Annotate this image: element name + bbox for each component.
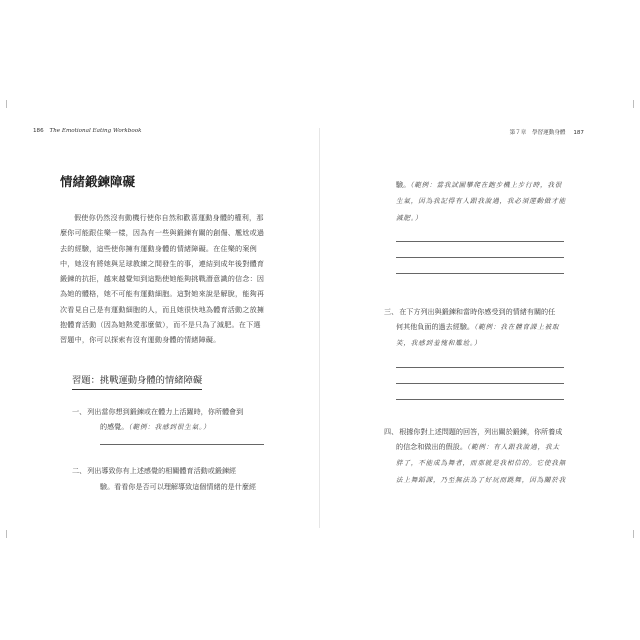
answer-area: [396, 241, 580, 274]
example-text: （範例：有人跟我說過，我太: [466, 443, 560, 452]
example-text: （範例：我在體育課上被取: [474, 323, 560, 332]
question-line: [384, 439, 580, 455]
question-text: 驗。: [396, 180, 411, 189]
paragraph-line: 麼你可能跟住樂一樣，因為有一些與鍛鍊有關的創傷、尷尬或過: [60, 228, 265, 238]
question-text: 根據你對上述問題的回答，列出關於鍛鍊，你所養成: [399, 426, 563, 436]
question-line: [72, 479, 272, 494]
question-line: [384, 424, 580, 439]
question-index: 二、: [72, 466, 87, 476]
question-line: [396, 193, 580, 209]
answer-line[interactable]: [396, 383, 564, 384]
answer-area: [72, 444, 272, 445]
question-index: 一、: [72, 406, 87, 416]
section-title: 情緒鍛鍊障礙: [60, 174, 136, 189]
page-gutter: [319, 128, 320, 528]
paragraph-line: 去的經驗，這些使你擁有運動身體的情緒障礙。在住樂的案例: [60, 243, 257, 253]
paragraph-line: 中，她沒有將她與足球教練之間發生的事，連結到成年後對體育: [60, 258, 265, 268]
question-2-continued: [384, 177, 580, 274]
answer-line[interactable]: [396, 367, 564, 368]
crop-mark: [633, 100, 634, 108]
answer-line[interactable]: [396, 273, 564, 274]
right-page-number: 187: [573, 130, 584, 136]
question-line: [384, 319, 580, 335]
paragraph-line: 習題中，你可以探索有沒有運動身體的情緒障礙。: [60, 335, 221, 345]
example-text: 生氣，因為我記得有人跟我說過，我必須運動做才能: [396, 197, 567, 206]
exercise-heading: 習題：挑戰運動身體的情緒障礙: [72, 372, 202, 390]
example-text: （範例：我感到很生氣。）: [128, 422, 211, 431]
question-index: 三、: [384, 306, 399, 316]
question-text: 列出導致你有上述感覺的相關體育活動或鍛鍊經: [87, 466, 237, 476]
paragraph-line: 假使你仍然沒有動機行使你自然和歡喜運動身體的權利，那: [74, 213, 264, 222]
question-line: [72, 404, 272, 419]
question-line: [396, 210, 580, 226]
crop-mark: [633, 530, 634, 538]
right-page-header: [510, 128, 584, 136]
question-line: [384, 455, 580, 471]
question-text: 的信念和做出的假設。: [396, 442, 467, 452]
question-line: [384, 335, 580, 351]
question-4: [384, 424, 580, 488]
question-text: 的感覺。: [100, 421, 129, 431]
paragraph-line: 鍛鍊的抗拒，越來越覺知到這點使她能夠挑戰潛意識的信念：因: [60, 274, 265, 284]
question-line: [396, 177, 580, 193]
question-3: [384, 304, 580, 400]
example-text: 減肥。）: [396, 213, 423, 222]
question-text: 在下方列出與鍛鍊和當時你感受到的情緒有關的任: [399, 306, 556, 316]
body-paragraph: [60, 210, 272, 348]
right-page-body: [384, 177, 580, 488]
question-2: [72, 463, 272, 494]
question-line: [384, 304, 580, 319]
example-text: 法上舞蹈課，乃至無法為了好玩而跳舞，因為關於我: [396, 475, 567, 484]
crop-mark: [6, 530, 7, 538]
answer-line[interactable]: [396, 241, 564, 242]
example-text: （範例：當我試圖攀爬在跑步機上步行時，我很: [410, 181, 563, 189]
question-text: 列出當你想到鍛鍊或在體力上活躍時，你所體會到: [87, 406, 244, 416]
question-line: [72, 463, 272, 478]
answer-line[interactable]: [396, 257, 564, 258]
answer-line[interactable]: [100, 444, 264, 445]
paragraph-line: 為她的體格，她不可能有運動細胞。這對她來說是解脫，能夠再: [60, 289, 265, 299]
example-text: 胖了，不能成為舞者，而那就是我相信的。它使我無: [396, 459, 567, 468]
answer-area: [384, 367, 580, 400]
question-line: [72, 419, 272, 435]
question-text: 驗。看看你是否可以理解導致這個情緒的是什麼經: [100, 481, 257, 491]
left-page-number: 186: [33, 128, 44, 134]
paragraph-line: 抱體育活動（因為她熱愛那麼做），而不是只為了減肥。在下選: [60, 320, 261, 330]
example-text: 笑，我感到羞愧和尷尬。）: [396, 339, 482, 348]
left-page-body: [60, 172, 272, 494]
left-page-header: [33, 128, 141, 134]
question-1: [72, 404, 272, 446]
paragraph-line: 次看見自己是有運動細胞的人，而且她很快地為體育活動之放擁: [60, 304, 265, 314]
crop-mark: [6, 100, 7, 108]
chapter-label: 第７章 學習運動身體: [509, 130, 566, 136]
question-line: [384, 472, 580, 488]
question-index: 四、: [384, 426, 399, 436]
running-title: The Emotional Eating Workbook: [49, 128, 142, 134]
answer-line[interactable]: [396, 399, 564, 400]
question-text: 何其他負面的過去經驗。: [396, 322, 475, 332]
